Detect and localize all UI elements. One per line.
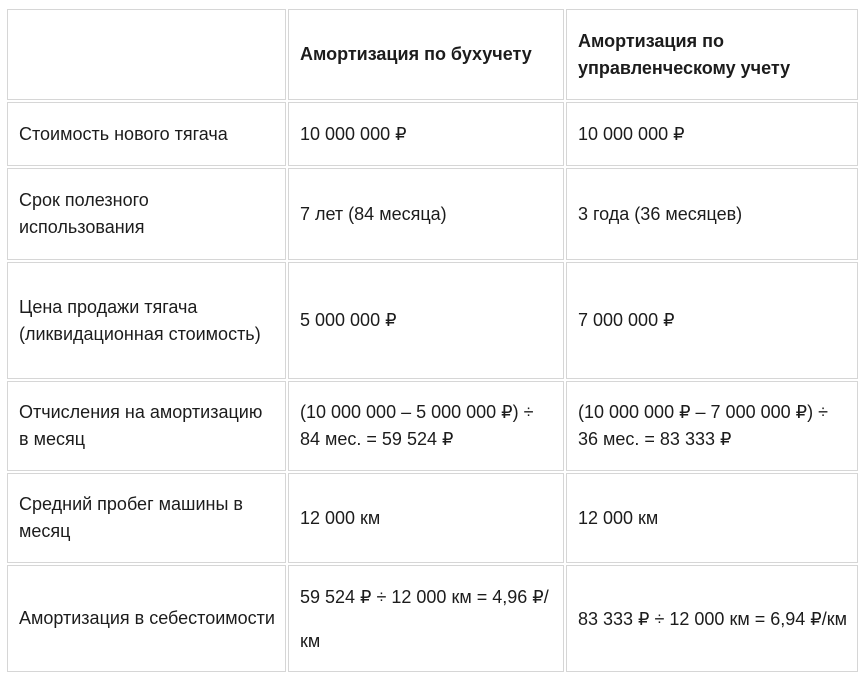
row-label: Стоимость нового тягача: [7, 102, 286, 166]
row-label: Амортизация в себестоимости: [7, 565, 286, 672]
accounting-value: (10 000 000 – 5 000 000 ₽) ÷ 84 мес. = 59 524 ₽: [288, 381, 564, 471]
accounting-value: 10 000 000 ₽: [288, 102, 564, 166]
row-label: Отчисления на амортизацию в месяц: [7, 381, 286, 471]
management-value: 83 333 ₽ ÷ 12 000 км = 6,94 ₽/км: [566, 565, 858, 672]
accounting-value: 59 524 ₽ ÷ 12 000 км = 4,96 ₽/км: [288, 565, 564, 672]
management-value: 7 000 000 ₽: [566, 262, 858, 379]
management-value: 3 года (36 месяцев): [566, 168, 858, 260]
header-management: Амортизация по управленческому учету: [566, 9, 858, 100]
row-label: Средний пробег машины в месяц: [7, 473, 286, 563]
header-empty-cell: [7, 9, 286, 100]
accounting-value: 5 000 000 ₽: [288, 262, 564, 379]
management-value: 10 000 000 ₽: [566, 102, 858, 166]
management-value: (10 000 000 ₽ – 7 000 000 ₽) ÷ 36 мес. = 83 333 ₽: [566, 381, 858, 471]
row-label: Срок полезного использования: [7, 168, 286, 260]
depreciation-comparison-table-wrapper: [5, 7, 860, 674]
table-row: [7, 381, 858, 471]
table-header-row: [7, 9, 858, 100]
table-row: [7, 262, 858, 379]
table-row: [7, 102, 858, 166]
management-value: 12 000 км: [566, 473, 858, 563]
depreciation-comparison-table: [5, 7, 860, 674]
accounting-value: 7 лет (84 месяца): [288, 168, 564, 260]
header-accounting: Амортизация по бухучету: [288, 9, 564, 100]
accounting-value: 12 000 км: [288, 473, 564, 563]
row-label: Цена продажи тягача (ликвидационная стоимость): [7, 262, 286, 379]
table-row: [7, 473, 858, 563]
table-row: [7, 168, 858, 260]
table-row: [7, 565, 858, 672]
